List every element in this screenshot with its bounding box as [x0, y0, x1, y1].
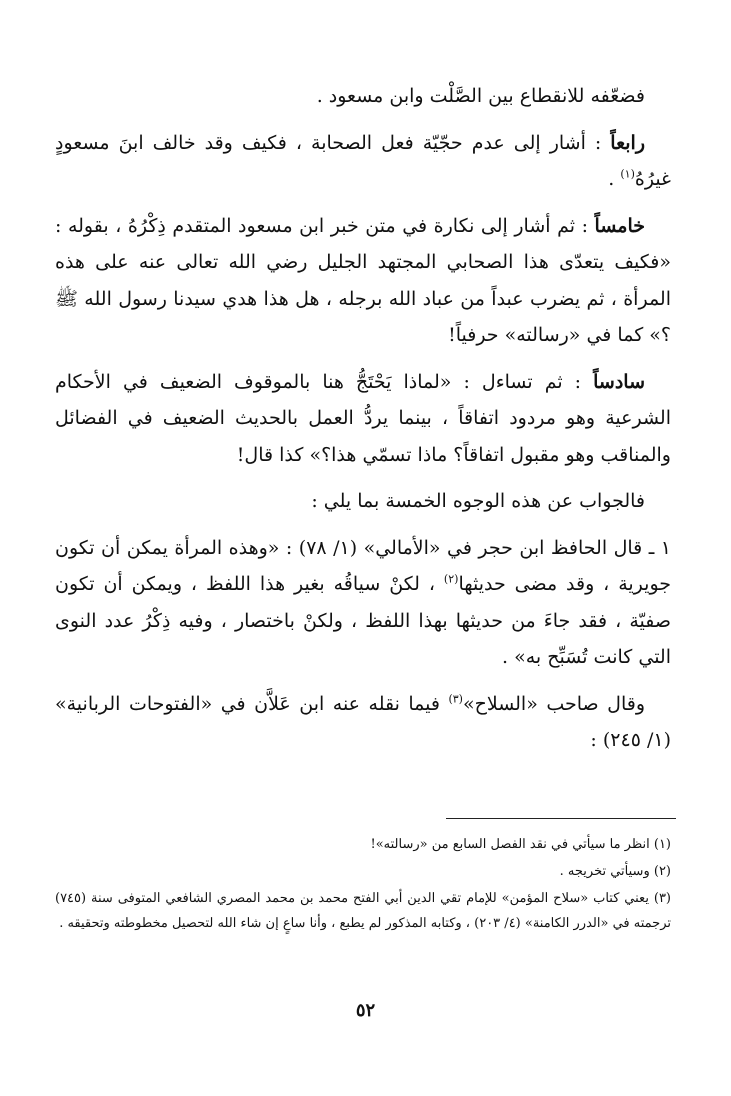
page-number: ٥٢	[355, 1000, 376, 1021]
footnote-ref-2: (٢)	[443, 572, 459, 586]
answer-intro-text: فالجواب عن هذه الوجوه الخمسة بما يلي :	[311, 490, 645, 512]
paragraph-fifth	[55, 208, 671, 354]
fourth-heading: رابعاً	[610, 131, 645, 154]
footnote-2: (٢) وسيأتي تخريجه .	[559, 864, 671, 879]
silah-text-end: فيما نقله عنه ابن عَلاَّن في «الفتوحات الربانية» (١/ ٢٤٥) :	[55, 692, 671, 751]
answer-1-text-end: ، لكنْ سياقُه بغير هذا اللفظ ، ويمكن أن تكون صفيّة ، فقد جاءَ من حديثها بهذا اللفظ ، ولكنْ باختصار ، وفيه ذِكْرُ عدد النوى التي كانت تُسَبِّح به» .	[55, 573, 671, 668]
footnote-separator	[446, 818, 676, 819]
footnote-1: (١) انظر ما سيأتي في نقد الفصل السابع من «رسالته»!	[370, 837, 671, 852]
fifth-text: : ثم أشار إلى نكارة في متن خبر ابن مسعود المتقدم ذِكْرُهُ ، بقوله : «فكيف يتعدّى هذا الصحابي المجتهد الجليل رضي الله تعالى عنه على هذه المرأة ، ثم يضرب عبداً من عباد الله برجله ، هل هذا هدي سيدنا رسول الله ﷺ ؟» كما في «رسالته» حرفياً!	[55, 214, 671, 346]
fourth-text: : أشار إلى عدم حجّيّة فعل الصحابة ، فكيف وقد خالف ابنَ مسعودٍ غيرُهُ	[55, 131, 671, 190]
paragraph-silah	[55, 686, 671, 759]
main-text	[55, 78, 671, 769]
paragraph-sixth	[55, 364, 671, 474]
paragraph-1-text: فضعّفه للانقطاع بين الصَّلْت وابن مسعود .	[316, 85, 645, 107]
paragraph-fourth	[55, 125, 671, 198]
sixth-heading: سادساً	[593, 370, 645, 393]
footnote-3: (٣) يعني كتاب «سلاح المؤمن» للإمام تقي الدين أبي الفتح محمد بن محمد المصري الشافعي المتوفى سنة (٧٤٥) ترجمته في «الدرر الكامنة» (٤/ ٢٠٣) ، وكتابه المذكور لم يطبع ، وأنا ساعٍ إن شاء الله لتحصيل مخطوطته وتحقيقه .	[55, 891, 671, 931]
paragraph-answer-intro	[55, 483, 671, 520]
fifth-heading: خامساً	[594, 214, 645, 237]
fourth-text-end: .	[608, 168, 621, 190]
footnote-ref-1: (١)	[620, 167, 635, 181]
sixth-text: : ثم تساءل : «لماذا يَحْتَجُّ هنا بالموقوف الضعيف في الأحكام الشرعية وهو مردود اتفاقاً ، بينما يردُّ العمل بالحديث الضعيف في الفضائل والمناقب وهو مقبول اتفاقاً؟ ماذا تسمّي هذا؟» كذا قال!	[55, 370, 671, 466]
paragraph-1	[55, 78, 671, 115]
silah-text: وقال صاحب «السلاح»	[462, 692, 645, 715]
paragraph-answer-1	[55, 530, 671, 676]
footnote-ref-3: (٣)	[448, 692, 463, 706]
answer-1-text: ١ ـ قال الحافظ ابن حجر في «الأمالي» (١/ ٧٨) : «وهذه المرأة يمكن أن تكون جويرية ، وقد مضى حديثها	[55, 536, 672, 595]
footnotes	[55, 832, 671, 938]
